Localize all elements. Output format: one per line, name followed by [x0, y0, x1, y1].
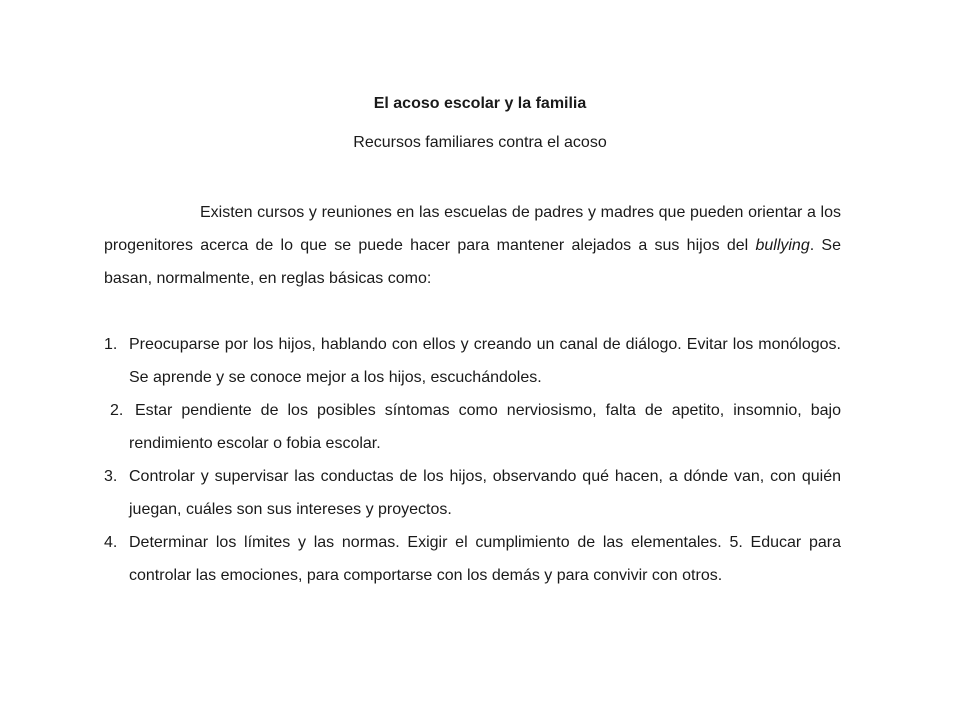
list-item-text: Controlar y supervisar las conductas de los hijos, observando qué hacen, a dónde van, con quién juegan, cuáles son sus intereses y proyectos.: [129, 468, 841, 518]
intro-paragraph: [104, 196, 841, 295]
list-item: [104, 328, 841, 394]
list-item-number: 3.: [104, 468, 118, 485]
list-item-text: Determinar los límites y las normas. Exigir el cumplimiento de las elementales. 5. Educar para controlar las emociones, para comportarse con los demás y para convivir con otros.: [129, 534, 841, 584]
list-item-text: Estar pendiente de los posibles síntomas como nerviosismo, falta de apetito, insomnio, bajo rendimiento escolar o fobia escolar.: [129, 402, 841, 452]
document-title: El acoso escolar y la familia: [373, 95, 587, 112]
rules-list: [104, 328, 841, 592]
intro-italic-term: bullying: [755, 237, 810, 254]
list-item-number: 2.: [110, 402, 124, 419]
list-item-number: 4.: [104, 534, 118, 551]
intro-text-end: . Se basan, normalmente, en reglas básicas como:: [104, 237, 842, 287]
list-item: [104, 526, 841, 592]
list-item: [104, 460, 841, 526]
list-item-number: 1.: [104, 336, 118, 353]
list-item-text: Preocuparse por los hijos, hablando con ellos y creando un canal de diálogo. Evitar los monólogos. Se aprende y se conoce mejor a los hijos, escuchándoles.: [129, 336, 841, 386]
list-item: [104, 394, 841, 460]
document-subtitle: Recursos familiares contra el acoso: [353, 134, 607, 151]
intro-text-start: Existen cursos y reuniones en las escuelas de padres y madres que pueden orientar a los progenitores acerca de lo que se puede hacer para mantener alejados a sus hijos del: [104, 204, 841, 254]
